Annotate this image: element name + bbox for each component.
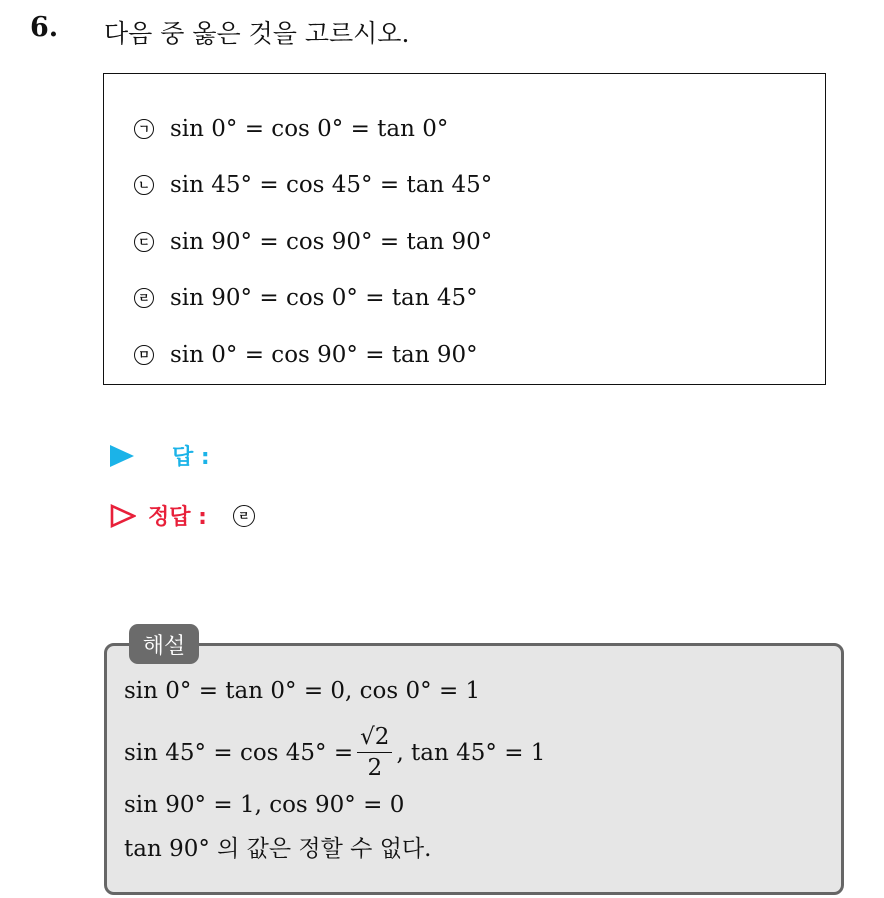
choice-item	[134, 226, 492, 258]
choice-marker-circle-icon: ㄷ	[134, 232, 154, 252]
fraction-numerator: √2	[357, 722, 392, 753]
correct-answer-circle-icon: ㄹ	[233, 505, 255, 527]
fraction-denominator: 2	[367, 755, 383, 781]
choice-box	[103, 73, 826, 385]
explanation-line-1: sin 0° = tan 0° = 0, cos 0° = 1	[124, 678, 481, 704]
explanation-line-3: sin 90° = 1, cos 90° = 0	[124, 792, 405, 818]
explanation-tab: 해설	[129, 624, 199, 664]
choice-formula: sin 0° = cos 90° = tan 90°	[170, 342, 478, 368]
choice-item	[134, 339, 478, 371]
explanation-line-2	[124, 722, 545, 783]
outline-triangle-icon	[110, 504, 136, 528]
play-triangle-icon	[110, 445, 134, 467]
choice-marker-circle-icon: ㄱ	[134, 119, 154, 139]
choice-item	[134, 169, 492, 201]
correct-answer-row	[110, 500, 255, 531]
fraction	[357, 722, 392, 783]
choice-item	[134, 113, 448, 145]
correct-answer-label: 정답 :	[148, 505, 207, 530]
choice-marker-circle-icon: ㄴ	[134, 175, 154, 195]
question-number: 6.	[30, 12, 59, 43]
answer-label: 답 :	[172, 445, 210, 470]
choice-item	[134, 282, 478, 314]
choice-formula: sin 45° = cos 45° = tan 45°	[170, 172, 493, 198]
choice-marker-circle-icon: ㅁ	[134, 345, 154, 365]
explanation-line-2-left: sin 45° = cos 45° =	[124, 739, 354, 766]
answer-row	[110, 440, 210, 471]
choice-formula: sin 0° = cos 0° = tan 0°	[170, 116, 449, 142]
explanation-line-4: tan 90° 의 값은 정할 수 없다.	[124, 836, 432, 862]
explanation-line-2-right: , tan 45° = 1	[396, 739, 546, 766]
choice-formula: sin 90° = cos 0° = tan 45°	[170, 285, 478, 311]
choice-marker-circle-icon: ㄹ	[134, 288, 154, 308]
question-text: 다음 중 옳은 것을 고르시오.	[104, 19, 410, 48]
choice-formula: sin 90° = cos 90° = tan 90°	[170, 229, 493, 255]
